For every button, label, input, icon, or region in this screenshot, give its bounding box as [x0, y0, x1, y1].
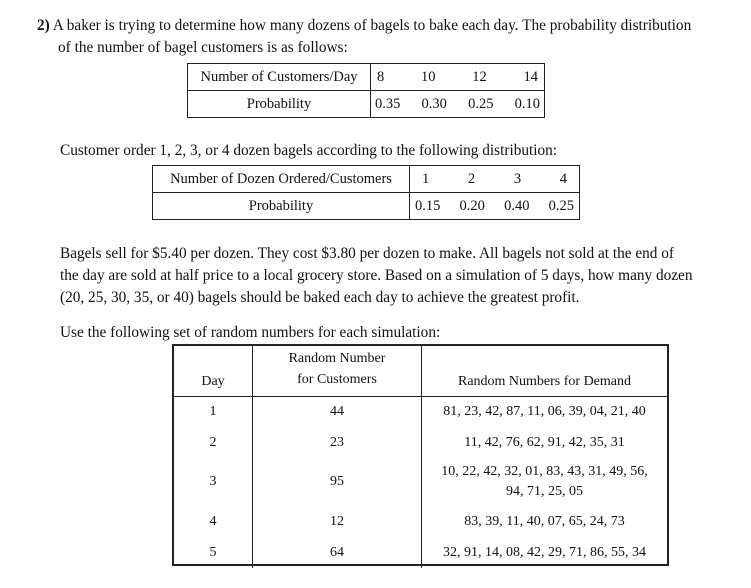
simulation-row: [174, 537, 667, 568]
dozen-table: [152, 165, 580, 220]
day-header: Day: [174, 346, 253, 396]
customer-random-cell: 44: [253, 396, 422, 427]
demand-header: Random Numbers for Demand: [422, 346, 668, 396]
dozen-value: 1: [422, 170, 430, 187]
demand-random-cell: 11, 42, 76, 62, 91, 42, 35, 31: [464, 434, 625, 450]
customer-random-cell: 95: [253, 458, 422, 506]
customers-probability: 0.10: [514, 95, 540, 112]
customers-probability: 0.35: [375, 95, 401, 112]
simulation-table-frame: [172, 344, 669, 566]
dozen-probability: 0.15: [415, 197, 441, 214]
customers-value: 12: [472, 68, 487, 85]
customers-header-line-1: Random Number: [288, 350, 386, 366]
customer-random-cell: 12: [253, 506, 422, 537]
customers-probability-row: [188, 91, 545, 118]
customers-probability: 0.25: [468, 95, 494, 112]
dozen-value: 4: [559, 170, 567, 187]
intro-line-1: A baker is trying to determine how many dozens of bagels to bake each day. The probability distribution: [52, 17, 692, 34]
intro-line-2: of the number of bagel customers is as follows:: [58, 39, 348, 56]
order-text: Customer order 1, 2, 3, or 4 dozen bagels according to the following distribution:: [60, 142, 558, 159]
customers-header-line-2: for Customers: [297, 371, 377, 387]
customers-value: 8: [377, 68, 385, 85]
customers-label: Number of Customers/Day: [188, 64, 371, 91]
day-cell: 2: [174, 427, 253, 458]
random-intro: Use the following set of random numbers for each simulation:: [60, 324, 441, 341]
demand-random-cell: 32, 91, 14, 08, 42, 29, 71, 86, 55, 34: [443, 544, 646, 560]
day-cell: 5: [174, 537, 253, 568]
demand-random-cell: 83, 39, 11, 40, 07, 65, 24, 73: [464, 513, 625, 529]
dozen-row: [153, 166, 580, 193]
dozen-probability: 0.25: [548, 197, 574, 214]
simulation-row: [174, 427, 667, 458]
demand-random-cell-continued: 94, 71, 25, 05: [506, 484, 583, 499]
dozen-probability: 0.20: [459, 197, 485, 214]
question-number: 2): [37, 17, 50, 34]
customers-value: 10: [421, 68, 436, 85]
pricing-line-1: Bagels sell for $5.40 per dozen. They cost $3.80 per dozen to make. All bagels not sold at the end of: [60, 245, 674, 262]
demand-random-cell: 81, 23, 42, 87, 11, 06, 39, 04, 21, 40: [443, 403, 646, 419]
dozen-probability: 0.40: [504, 197, 530, 214]
customers-probability-label: Probability: [188, 91, 371, 118]
customers-table: [187, 63, 545, 118]
simulation-header-row: [174, 346, 667, 396]
customers-value: 14: [523, 68, 538, 85]
dozen-value: 2: [467, 170, 476, 187]
simulation-table: [174, 346, 667, 568]
pricing-paragraph: [60, 243, 748, 309]
customers-probability: 0.30: [421, 95, 447, 112]
day-cell: 3: [174, 458, 253, 506]
simulation-row: [174, 396, 667, 427]
customer-random-cell: 64: [253, 537, 422, 568]
pricing-line-2: the day are sold at half price to a local grocery store. Based on a simulation of 5 days, how many dozen: [60, 267, 693, 284]
simulation-row: [174, 458, 667, 506]
dozen-value: 3: [513, 170, 522, 187]
simulation-row: [174, 506, 667, 537]
customer-random-cell: 23: [253, 427, 422, 458]
customers-row: [188, 64, 545, 91]
dozen-label: Number of Dozen Ordered/Customers: [153, 166, 410, 193]
pricing-line-3: (20, 25, 30, 35, or 40) bagels should be baked each day to achieve the greatest profit.: [60, 289, 580, 306]
demand-random-cell: 10, 22, 42, 32, 01, 83, 43, 31, 49, 56,: [441, 464, 648, 479]
dozen-probability-row: [153, 193, 580, 220]
day-cell: 1: [174, 396, 253, 427]
question-intro: [37, 15, 747, 59]
dozen-probability-label: Probability: [153, 193, 410, 220]
day-cell: 4: [174, 506, 253, 537]
